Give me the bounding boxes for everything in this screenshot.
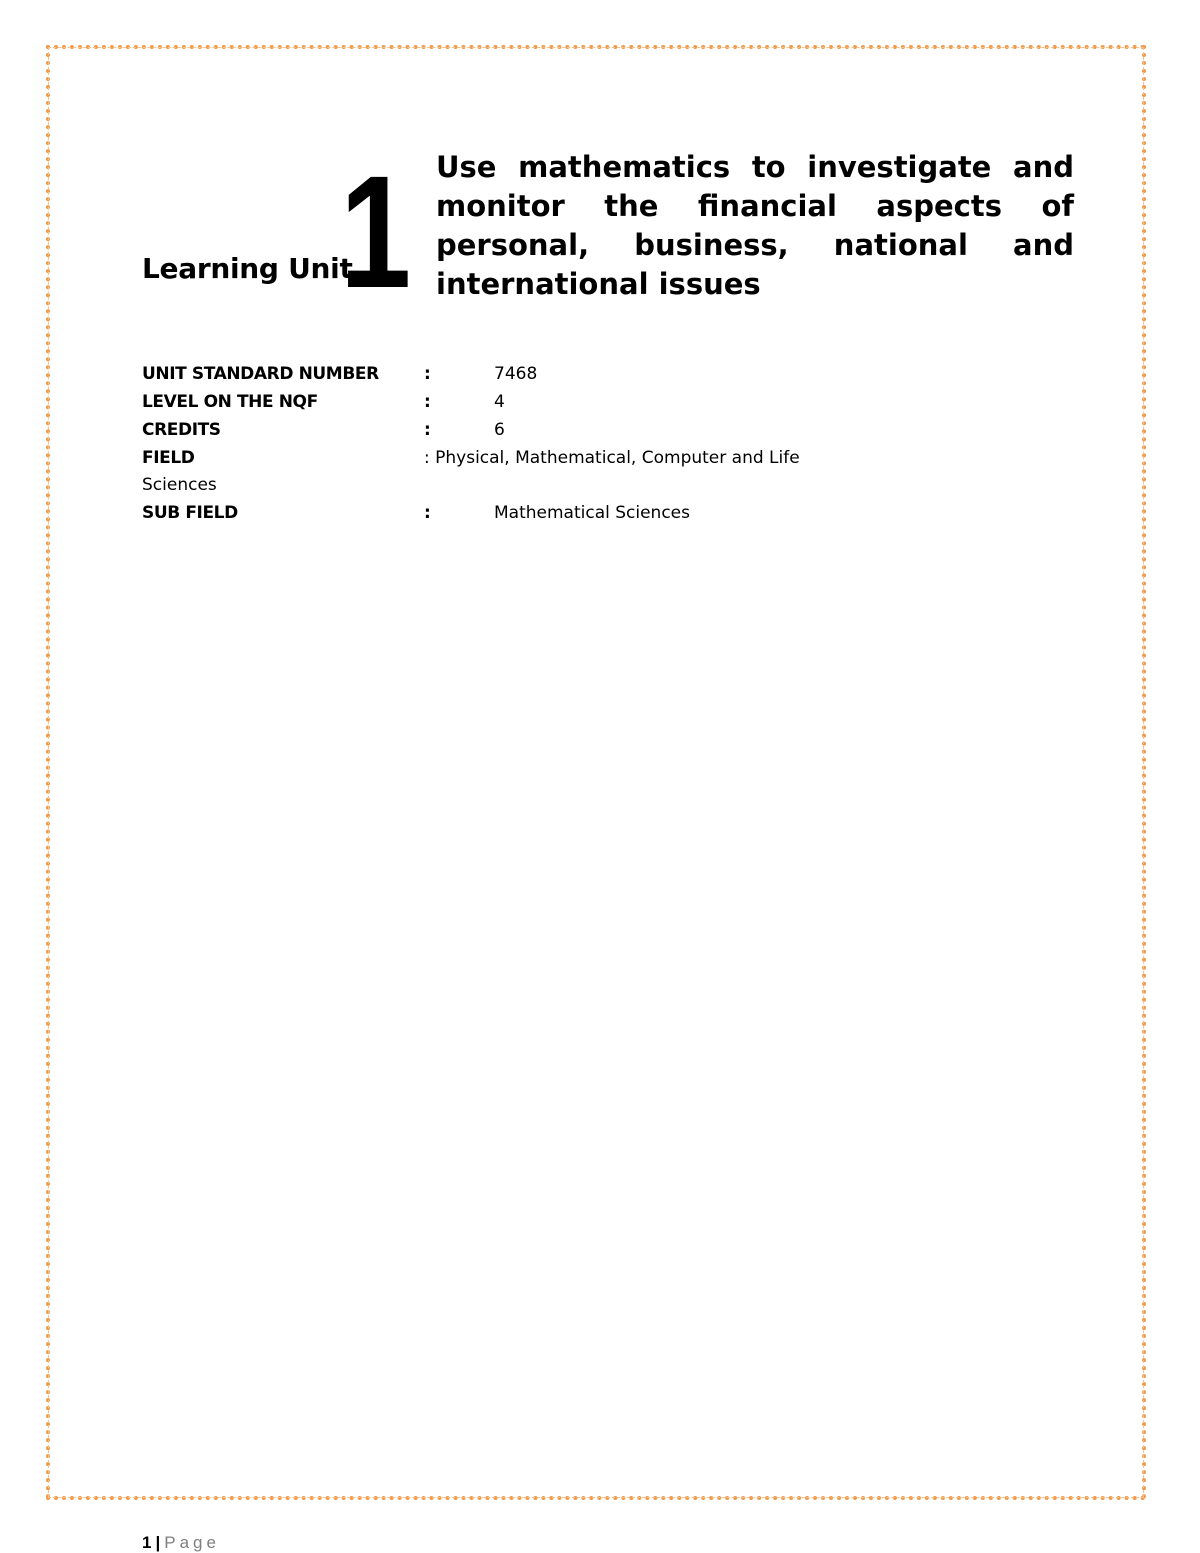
- sub-field-label: SUB FIELD: [142, 503, 238, 523]
- learning-unit-title: Use mathematics to investigate and monitor the financial aspects of personal, business, national and international issues: [436, 150, 1074, 301]
- learning-unit-number: 1: [340, 142, 412, 321]
- field-value: : Physical, Mathematical, Computer and Life: [424, 448, 800, 468]
- page-word: Page: [164, 1533, 220, 1552]
- meta-row-credits: [142, 416, 902, 444]
- unit-metadata: [142, 360, 902, 527]
- meta-row-level: [142, 388, 902, 416]
- unit-standard-value: 7468: [494, 364, 538, 384]
- field-label: FIELD: [142, 448, 195, 468]
- meta-row-field: [142, 444, 902, 472]
- meta-row-sub-field: [142, 499, 902, 527]
- learning-unit-label: Learning Unit: [142, 252, 353, 285]
- sub-field-value: Mathematical Sciences: [494, 503, 690, 523]
- field-value-continuation: Sciences: [142, 475, 217, 495]
- colon: :: [424, 420, 431, 440]
- credits-value: 6: [494, 420, 505, 440]
- page-footer: [142, 1533, 220, 1553]
- colon: :: [424, 392, 431, 412]
- colon: :: [424, 364, 431, 384]
- level-label: LEVEL ON THE NQF: [142, 392, 318, 412]
- page-number: 1: [142, 1533, 152, 1552]
- unit-standard-label: UNIT STANDARD NUMBER: [142, 364, 379, 384]
- footer-separator: |: [155, 1533, 161, 1552]
- meta-row-unit-standard: [142, 360, 902, 388]
- colon: :: [424, 503, 431, 523]
- level-value: 4: [494, 392, 505, 412]
- credits-label: CREDITS: [142, 420, 221, 440]
- meta-row-field-continuation: [142, 472, 902, 499]
